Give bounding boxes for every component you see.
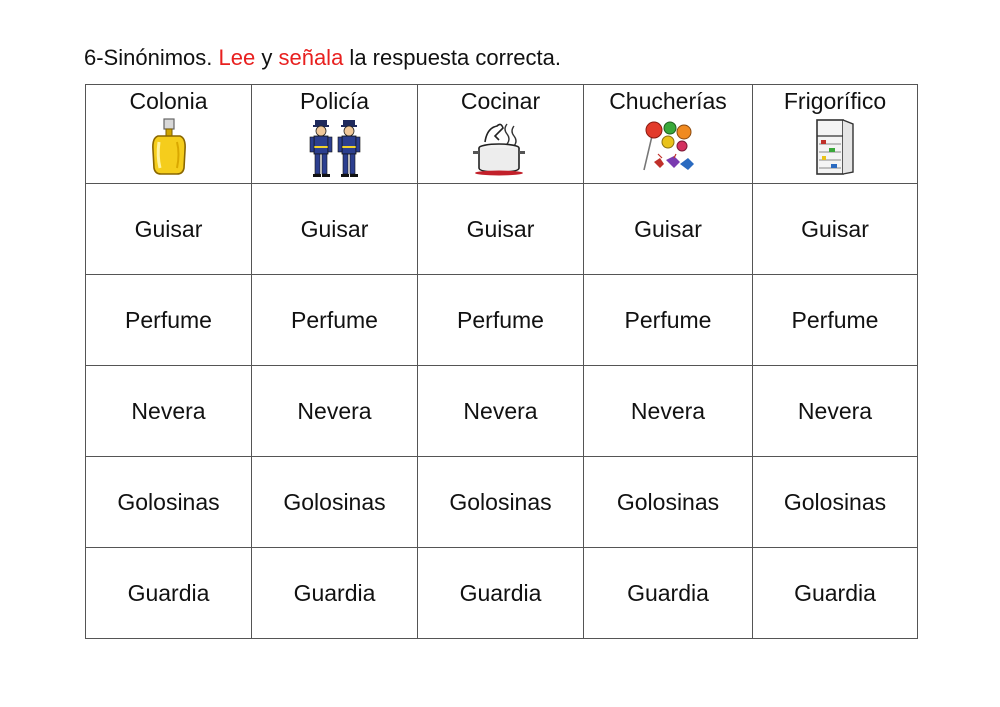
table-row (86, 548, 918, 639)
header-cell-cocinar (418, 85, 584, 184)
option-cell[interactable]: Perfume (753, 275, 918, 366)
header-cell-policia (252, 85, 418, 184)
perfume-bottle-icon (149, 118, 189, 176)
header-cell-frigorifico (753, 85, 918, 184)
instruction-text (84, 44, 561, 72)
option-cell[interactable]: Nevera (86, 366, 252, 457)
refrigerator-icon (813, 118, 857, 176)
option-cell[interactable]: Guisar (252, 184, 418, 275)
instruction-prefix: 6-Sinónimos. (84, 45, 219, 70)
header-cell-colonia (86, 85, 252, 184)
instruction-word-point: señala (278, 45, 344, 70)
instruction-middle: y (255, 45, 279, 70)
synonyms-table (85, 84, 918, 639)
header-label: Policía (299, 88, 370, 114)
table-row (86, 184, 918, 275)
instruction-suffix: la respuesta correcta. (343, 45, 561, 70)
option-cell[interactable]: Golosinas (584, 457, 753, 548)
option-cell[interactable]: Nevera (753, 366, 918, 457)
option-cell[interactable]: Guardia (252, 548, 418, 639)
option-cell[interactable]: Perfume (86, 275, 252, 366)
option-cell[interactable]: Nevera (584, 366, 753, 457)
candies-icon (638, 118, 698, 174)
option-cell[interactable]: Golosinas (86, 457, 252, 548)
header-cell-chucherias (584, 85, 753, 184)
table-row (86, 275, 918, 366)
option-cell[interactable]: Guisar (584, 184, 753, 275)
option-cell[interactable]: Guisar (753, 184, 918, 275)
option-cell[interactable]: Golosinas (753, 457, 918, 548)
option-cell[interactable]: Nevera (418, 366, 584, 457)
header-label: Chucherías (609, 88, 727, 114)
option-cell[interactable]: Nevera (252, 366, 418, 457)
option-cell[interactable]: Guardia (86, 548, 252, 639)
option-cell[interactable]: Guardia (753, 548, 918, 639)
option-cell[interactable]: Guardia (418, 548, 584, 639)
option-cell[interactable]: Guardia (584, 548, 753, 639)
header-row (86, 85, 918, 184)
option-cell[interactable]: Perfume (252, 275, 418, 366)
header-label: Colonia (129, 88, 208, 114)
table-row (86, 366, 918, 457)
option-cell[interactable]: Perfume (584, 275, 753, 366)
option-cell[interactable]: Perfume (418, 275, 584, 366)
option-cell[interactable]: Guisar (418, 184, 584, 275)
instruction-word-read: Lee (218, 45, 256, 70)
police-officers-icon (307, 118, 363, 178)
option-cell[interactable]: Golosinas (418, 457, 584, 548)
table-row (86, 457, 918, 548)
cooking-pot-icon (471, 118, 531, 176)
option-cell[interactable]: Golosinas (252, 457, 418, 548)
header-label: Frigorífico (783, 88, 887, 114)
option-cell[interactable]: Guisar (86, 184, 252, 275)
header-label: Cocinar (460, 88, 541, 114)
